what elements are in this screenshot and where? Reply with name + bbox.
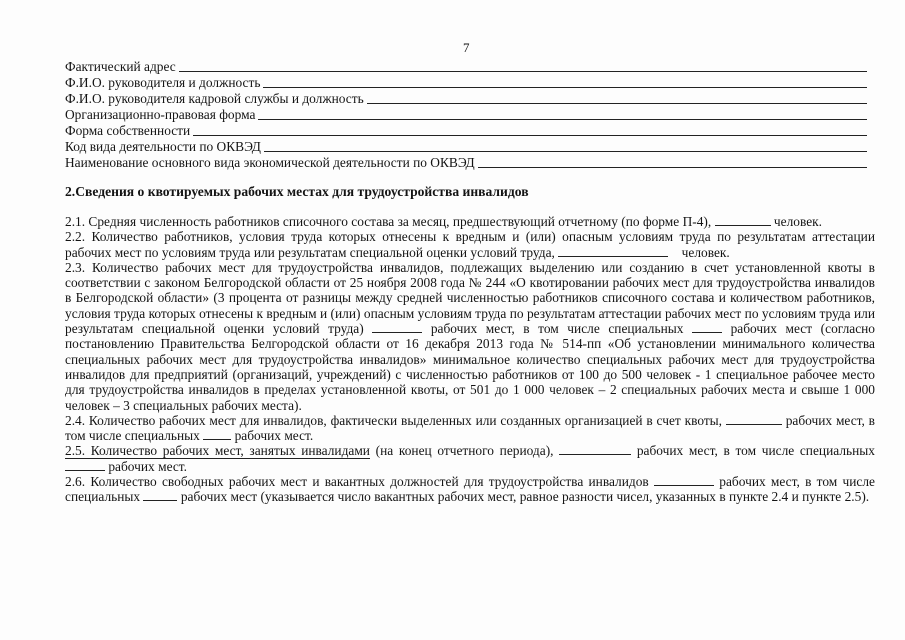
field-blank-line[interactable]	[478, 167, 867, 168]
field-actual-address[interactable]	[65, 58, 867, 74]
paragraph-text: рабочих мест, в том числе специальных	[65, 412, 875, 444]
paragraph-2-5	[65, 443, 875, 474]
blank-field[interactable]	[203, 428, 231, 440]
field-director-name[interactable]	[65, 74, 867, 90]
blank-field[interactable]	[692, 321, 722, 333]
blank-field[interactable]	[65, 459, 105, 471]
field-label: Код вида деятельности по ОКВЭД	[65, 139, 261, 154]
field-blank-line[interactable]	[264, 151, 867, 152]
paragraph-2-4	[65, 413, 875, 444]
field-ownership-form[interactable]	[65, 122, 867, 138]
paragraph-2-3	[65, 260, 875, 413]
paragraph-text: рабочих мест, в том числе специальных	[636, 443, 875, 459]
blank-field[interactable]	[559, 443, 631, 455]
paragraph-text: 2.4. Количество рабочих мест для инвалидов, фактически выделенных или созданных организацией в счет квоты,	[65, 412, 723, 428]
field-label: Ф.И.О. руководителя кадровой службы и должность	[65, 91, 364, 106]
blank-field[interactable]	[143, 489, 177, 501]
field-label: Ф.И.О. руководителя и должность	[65, 75, 261, 90]
field-blank-line[interactable]	[179, 71, 867, 72]
paragraph-text: 2.2. Количество работников, условия труда которых отнесены к вредным и (или) опасным условиям труда по результатам аттестации рабочих мест по условиям труда или результатам специальной оценки условий труда,	[65, 229, 875, 260]
blank-field[interactable]	[558, 245, 668, 257]
field-blank-line[interactable]	[193, 135, 867, 136]
paragraph-text: (на конец отчетного периода),	[375, 443, 554, 459]
field-label: Наименование основного вида экономической деятельности по ОКВЭД	[65, 155, 475, 170]
paragraph-text: рабочих мест.	[108, 458, 187, 474]
field-legal-form[interactable]	[65, 106, 867, 122]
field-blank-line[interactable]	[258, 119, 867, 120]
paragraph-text: рабочих мест, в том числе специальных	[430, 321, 684, 337]
blank-field[interactable]	[715, 214, 771, 226]
paragraph-text: человек.	[773, 214, 823, 229]
paragraph-text: 2.1. Средняя численность работников списочного состава за месяц, предшествующий отчетному (по форме П-4),	[65, 214, 712, 229]
blank-field[interactable]	[372, 321, 422, 333]
field-label: Форма собственности	[65, 123, 191, 138]
page-number: 7	[463, 40, 470, 55]
paragraph-text: рабочих мест (согласно постановлению Правительства Белгородской области от 16 декабря 2013 года № 514-пп «Об установлении минимального количества специальных рабочих мест для трудоустройства инвалидов» минимальное количество специальных рабочих мест для трудоустройства инвалидов для предприятий (организаций, учреждений) с численностью работников от 100 до 500 человек - 1 специальное рабочее место для трудоустройства инвалидов в пределах установленной квоты, от 501 до 1 000 человек – 2 специальных рабочих места и свыше 1 000 человек – 3 специальных рабочих места).	[65, 321, 876, 413]
blank-field[interactable]	[726, 413, 782, 425]
paragraph-text: рабочих мест.	[234, 428, 314, 444]
paragraph-text: 2.6. Количество свободных рабочих мест и вакантных должностей для трудоустройства инвалидов	[65, 474, 649, 490]
field-label: Фактический адрес	[65, 59, 176, 74]
paragraph-text: человек.	[681, 244, 730, 260]
paragraph-text: рабочих мест, в том числе специальных	[65, 474, 875, 505]
paragraph-2-1	[65, 214, 875, 229]
field-blank-line[interactable]	[367, 103, 867, 104]
field-okved-code[interactable]	[65, 138, 867, 154]
paragraph-text: рабочих мест (указывается число вакантных рабочих мест, равное разности чисел, указанных в пункте 2.4 и пункте 2.5).	[180, 489, 870, 505]
paragraph-text: 2.3. Количество рабочих мест для трудоустройства инвалидов, подлежащих выделению или созданию в счет установленной квоты в соответствии с законом Белгородской области от 25 ноября 2008 года № 244 «О квотировании рабочих мест для трудоустройства инвалидов в Белгородской области» (3 процента от разницы между средней численностью работников списочного состава и количеством работников, условия труда которых отнесены к вредным и (или) опасным условиям труда по результатам аттестации рабочих мест по условиям труда или результатам специальной оценки условий труда)	[65, 259, 875, 337]
section-title: 2.Сведения о квотируемых рабочих местах для трудоустройства инвалидов	[65, 184, 529, 199]
field-label: Организационно-правовая форма	[65, 107, 256, 122]
field-blank-line[interactable]	[263, 87, 867, 88]
field-hr-head-name[interactable]	[65, 90, 867, 106]
section-body	[65, 214, 875, 505]
organization-info-fields	[65, 58, 867, 170]
paragraph-2-6	[65, 474, 875, 505]
field-main-activity[interactable]	[65, 154, 867, 170]
paragraph-text: 2.5. Количество рабочих мест, занятых инвалидами	[65, 443, 370, 459]
paragraph-2-2	[65, 229, 875, 260]
blank-field[interactable]	[654, 474, 714, 486]
